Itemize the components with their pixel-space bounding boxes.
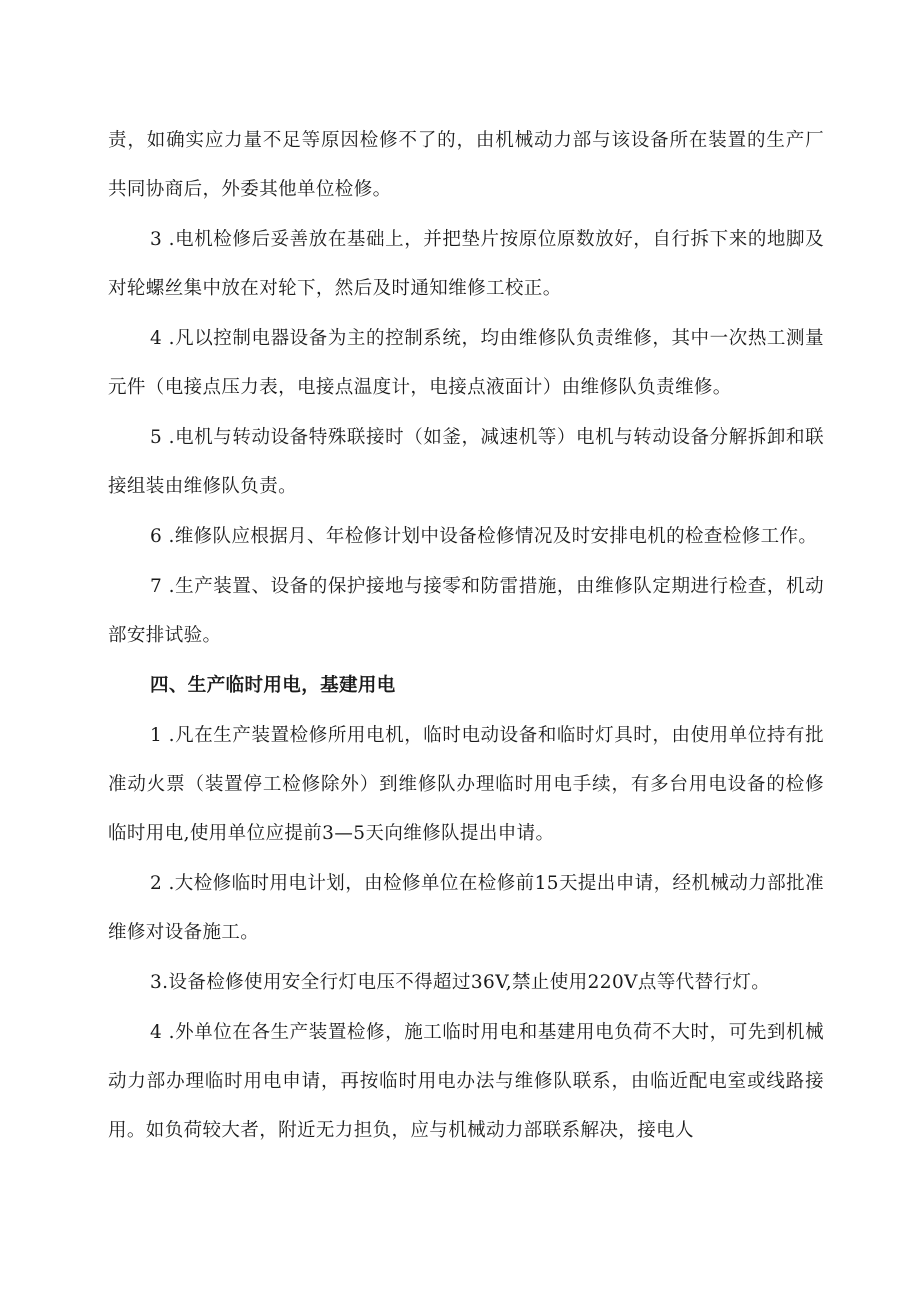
paragraph-item-4: 4 .凡以控制电器设备为主的控制系统，均由维修队负责维修，其中一次热工测量元件（电接点压力表，电接点温度计，电接点液面计）由维修队负责维修。 — [108, 328, 824, 398]
paragraph-item-5: 5 .电机与转动设备特殊联接时（如釜，减速机等）电机与转动设备分解拆卸和联接组装由维修队负责。 — [108, 427, 824, 497]
paragraph-item-6: 6 .维修队应根据月、年检修计划中设备检修情况及时安排电机的检查检修工作。 — [150, 526, 818, 547]
section-heading: 四、生产临时用电，基建用电 — [150, 675, 396, 696]
paragraph-temp-item-2: 2 .大检修临时用电计划，由检修单位在检修前15天提出申请，经机械动力部批准维修对设备施工。 — [108, 873, 824, 943]
paragraph-item-7: 7 .生产装置、设备的保护接地与接零和防雷措施，由维修队定期进行检查，机动部安排试验。 — [108, 576, 824, 646]
paragraph-continuation: 责，如确实应力量不足等原因检修不了的，由机械动力部与该设备所在装置的生产厂共同协商后，外委其他单位检修。 — [108, 130, 824, 200]
paragraph-temp-item-4: 4 .外单位在各生产装置检修，施工临时用电和基建用电负荷不大时，可先到机械动力部办理临时用电申请，再按临时用电办法与维修队联系，由临近配电室或线路接用。如负荷较大者，附近无力担负，应与机械动力部联系解决，接电人 — [108, 1022, 824, 1141]
paragraph-temp-item-3: 3.设备检修使用安全行灯电压不得超过36V,禁止使用220V点等代替行灯。 — [150, 972, 771, 993]
paragraph-temp-item-1: 1 .凡在生产装置检修所用电机，临时电动设备和临时灯具时，由使用单位持有批准动火票（装置停工检修除外）到维修队办理临时用电手续，有多台用电设备的检修临时用电,使用单位应提前3—5天向维修队提出申请。 — [108, 725, 824, 844]
document-body — [108, 116, 824, 1155]
paragraph-item-3: 3 .电机检修后妥善放在基础上，并把垫片按原位原数放好，自行拆下来的地脚及对轮螺丝集中放在对轮下，然后及时通知维修工校正。 — [108, 229, 824, 299]
